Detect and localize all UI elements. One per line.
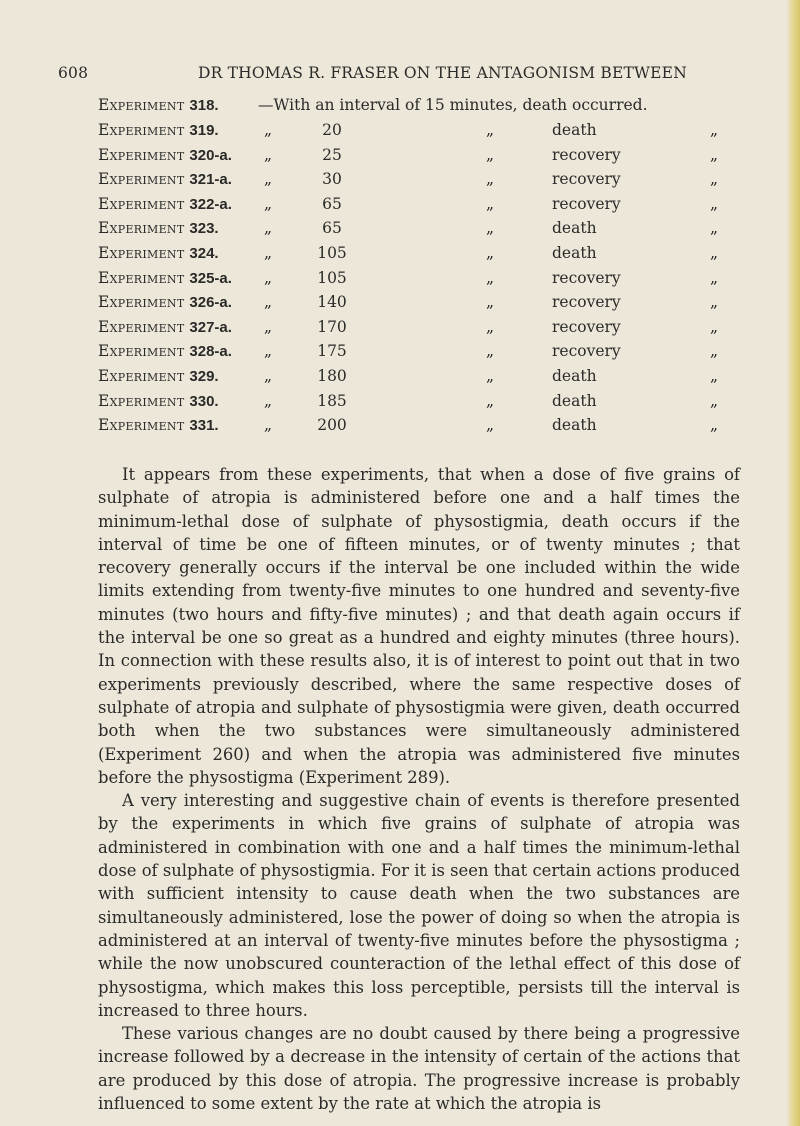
experiment-label bbox=[98, 392, 219, 410]
interval-minutes: 30 bbox=[322, 170, 342, 189]
experiment-label bbox=[98, 219, 219, 237]
ditto-mark: „ bbox=[709, 121, 719, 139]
ditto-mark: „ bbox=[485, 342, 495, 361]
table-row bbox=[0, 244, 800, 266]
table-row bbox=[0, 269, 800, 291]
ditto-mark: „ bbox=[263, 342, 273, 361]
ditto-mark: „ bbox=[263, 317, 273, 336]
outcome: death bbox=[552, 391, 597, 410]
ditto-mark: „ bbox=[709, 219, 719, 238]
experiment-label bbox=[98, 269, 232, 287]
experiment-number: 327-a. bbox=[189, 318, 232, 336]
ditto-mark: „ bbox=[709, 170, 719, 189]
table-row bbox=[0, 195, 800, 217]
ditto-mark: „ bbox=[485, 317, 495, 336]
ditto-mark: „ bbox=[263, 194, 273, 213]
outcome: death bbox=[552, 219, 597, 238]
ditto-mark: „ bbox=[709, 391, 719, 410]
page-edge bbox=[786, 0, 800, 1126]
outcome: death bbox=[552, 121, 597, 139]
experiment-word: Experiment bbox=[98, 342, 185, 361]
table-row bbox=[0, 416, 800, 438]
interval-minutes: 20 bbox=[322, 121, 342, 139]
first-row-text: —With an interval of 15 minutes, death occurred. bbox=[258, 96, 648, 114]
ditto-mark: „ bbox=[709, 194, 719, 213]
outcome: recovery bbox=[552, 317, 621, 336]
experiment-word: Experiment bbox=[98, 244, 185, 262]
experiment-label bbox=[98, 96, 219, 114]
ditto-mark: „ bbox=[263, 293, 273, 312]
ditto-mark: „ bbox=[485, 268, 495, 287]
ditto-mark: „ bbox=[485, 293, 495, 312]
experiment-label bbox=[98, 146, 232, 164]
ditto-mark: „ bbox=[263, 121, 273, 139]
experiment-word: Experiment bbox=[98, 194, 185, 213]
table-row bbox=[0, 367, 800, 389]
experiment-label bbox=[98, 342, 232, 360]
experiment-number: 329. bbox=[189, 368, 219, 385]
ditto-mark: „ bbox=[485, 170, 495, 189]
experiment-number: 325-a. bbox=[189, 269, 232, 287]
experiment-word: Experiment bbox=[98, 170, 185, 189]
outcome: recovery bbox=[552, 293, 621, 312]
experiment-word: Experiment bbox=[98, 96, 185, 114]
table-row bbox=[0, 293, 800, 315]
ditto-mark: „ bbox=[263, 416, 273, 435]
experiment-label bbox=[98, 195, 232, 213]
experiment-number: 323. bbox=[189, 220, 219, 238]
experiment-label bbox=[98, 121, 219, 139]
ditto-mark: „ bbox=[709, 317, 719, 336]
ditto-mark: „ bbox=[485, 244, 495, 262]
interval-minutes: 185 bbox=[317, 391, 347, 410]
table-row bbox=[0, 342, 800, 364]
experiment-label bbox=[98, 244, 219, 262]
running-title: DR THOMAS R. FRASER ON THE ANTAGONISM BETWEEN bbox=[198, 64, 687, 82]
experiment-number: 319. bbox=[189, 122, 219, 139]
table-row bbox=[0, 219, 800, 241]
ditto-mark: „ bbox=[485, 194, 495, 213]
ditto-mark: „ bbox=[263, 268, 273, 287]
outcome: death bbox=[552, 416, 597, 435]
experiment-label bbox=[98, 367, 219, 385]
ditto-mark: „ bbox=[485, 367, 495, 385]
ditto-mark: „ bbox=[709, 268, 719, 287]
body-text bbox=[98, 463, 740, 1115]
ditto-mark: „ bbox=[709, 416, 719, 435]
outcome: recovery bbox=[552, 194, 621, 213]
ditto-mark: „ bbox=[709, 244, 719, 262]
ditto-mark: „ bbox=[485, 121, 495, 139]
ditto-mark: „ bbox=[485, 416, 495, 435]
ditto-mark: „ bbox=[709, 342, 719, 361]
table-row bbox=[0, 121, 800, 143]
experiment-word: Experiment bbox=[98, 367, 185, 385]
interval-minutes: 105 bbox=[317, 244, 347, 262]
experiment-number: 331. bbox=[189, 417, 219, 435]
ditto-mark: „ bbox=[263, 391, 273, 410]
ditto-mark: „ bbox=[263, 244, 273, 262]
experiment-label bbox=[98, 318, 232, 336]
experiment-number: 326-a. bbox=[189, 294, 232, 312]
interval-minutes: 25 bbox=[322, 145, 342, 164]
ditto-mark: „ bbox=[485, 391, 495, 410]
ditto-mark: „ bbox=[485, 145, 495, 164]
outcome: death bbox=[552, 244, 597, 262]
paragraph: These various changes are no doubt caused by there being a progressive increase followed by a decrease in the intensity of certain of the actions that are produced by this dose of atropia. The progressive increase is probably influenced to some extent by the rate at which the atropia is bbox=[98, 1024, 740, 1114]
experiment-number: 324. bbox=[189, 245, 219, 262]
experiment-word: Experiment bbox=[98, 121, 185, 139]
experiment-word: Experiment bbox=[98, 219, 185, 238]
experiment-number: 322-a. bbox=[189, 195, 232, 213]
experiment-number: 330. bbox=[189, 392, 219, 410]
experiment-word: Experiment bbox=[98, 416, 185, 435]
ditto-mark: „ bbox=[263, 170, 273, 189]
interval-minutes: 105 bbox=[317, 268, 347, 287]
outcome: recovery bbox=[552, 170, 621, 189]
outcome: death bbox=[552, 367, 597, 385]
outcome: recovery bbox=[552, 268, 621, 287]
experiment-word: Experiment bbox=[98, 268, 185, 287]
ditto-mark: „ bbox=[263, 367, 273, 385]
ditto-mark: „ bbox=[485, 219, 495, 238]
experiment-word: Experiment bbox=[98, 293, 185, 312]
interval-minutes: 170 bbox=[317, 317, 347, 336]
experiment-word: Experiment bbox=[98, 145, 185, 164]
table-row bbox=[0, 318, 800, 340]
page-number: 608 bbox=[58, 64, 89, 82]
ditto-mark: „ bbox=[263, 145, 273, 164]
interval-minutes: 65 bbox=[322, 194, 342, 213]
experiment-number: 321-a. bbox=[189, 171, 232, 189]
experiment-label bbox=[98, 416, 219, 434]
table-row bbox=[0, 146, 800, 168]
interval-minutes: 140 bbox=[317, 293, 347, 312]
outcome: recovery bbox=[552, 342, 621, 361]
experiment-word: Experiment bbox=[98, 317, 185, 336]
interval-minutes: 200 bbox=[317, 416, 347, 435]
ditto-mark: „ bbox=[709, 293, 719, 312]
experiment-label bbox=[98, 170, 232, 188]
outcome: recovery bbox=[552, 145, 621, 164]
ditto-mark: „ bbox=[709, 367, 719, 385]
interval-minutes: 175 bbox=[317, 342, 347, 361]
experiment-number: 320-a. bbox=[189, 146, 232, 164]
table-row bbox=[0, 170, 800, 192]
paragraph: It appears from these experiments, that when a dose of five grains of sulphate of atropia is administered before one and a half times the minimum-lethal dose of sulphate of physostigmia, death occurs if the interval of time be one of fifteen minutes, or of twenty minutes ; that recovery generally occurs if the interval be one included within the wide limits extending from twenty-five minutes to one hundred and seventy-five minutes (two hours and fifty-five minutes) ; and that death again occurs if the interval be one so great as a hundred and eighty minutes (three hours). In connection with these results also, it is of interest to point out that in two experiments previously described, where the same respective doses of sulphate of atropia and sulphate of physostigmia were given, death occurred both when the two substances were simultaneously administered (Experiment 260) and when the atropia was administered five minutes before the physostigma (Experiment 289). bbox=[98, 465, 740, 787]
ditto-mark: „ bbox=[263, 219, 273, 238]
paragraph: A very interesting and suggestive chain of events is therefore presented by the experiments in which five grains of sulphate of atropia was administered in combination with one and a half times the minimum-lethal dose of sulphate of physostigmia. For it is seen that certain actions produced with sufficient intensity to cause death when the two substances are simultaneously administered, lose the power of doing so when the atropia is administered at an interval of twenty-five minutes before the physostigma ; while the now unobscured counteraction of the lethal effect of this dose of physostigma, which makes this loss perceptible, persists till the interval is increased to three hours. bbox=[98, 791, 740, 1020]
ditto-mark: „ bbox=[709, 145, 719, 164]
interval-minutes: 180 bbox=[317, 367, 347, 385]
table-row bbox=[0, 392, 800, 414]
experiment-number: 328-a. bbox=[189, 343, 232, 361]
experiment-label bbox=[98, 293, 232, 311]
interval-minutes: 65 bbox=[322, 219, 342, 238]
table-row-first bbox=[0, 96, 800, 118]
experiment-word: Experiment bbox=[98, 391, 185, 410]
experiment-number: 318. bbox=[189, 97, 219, 114]
